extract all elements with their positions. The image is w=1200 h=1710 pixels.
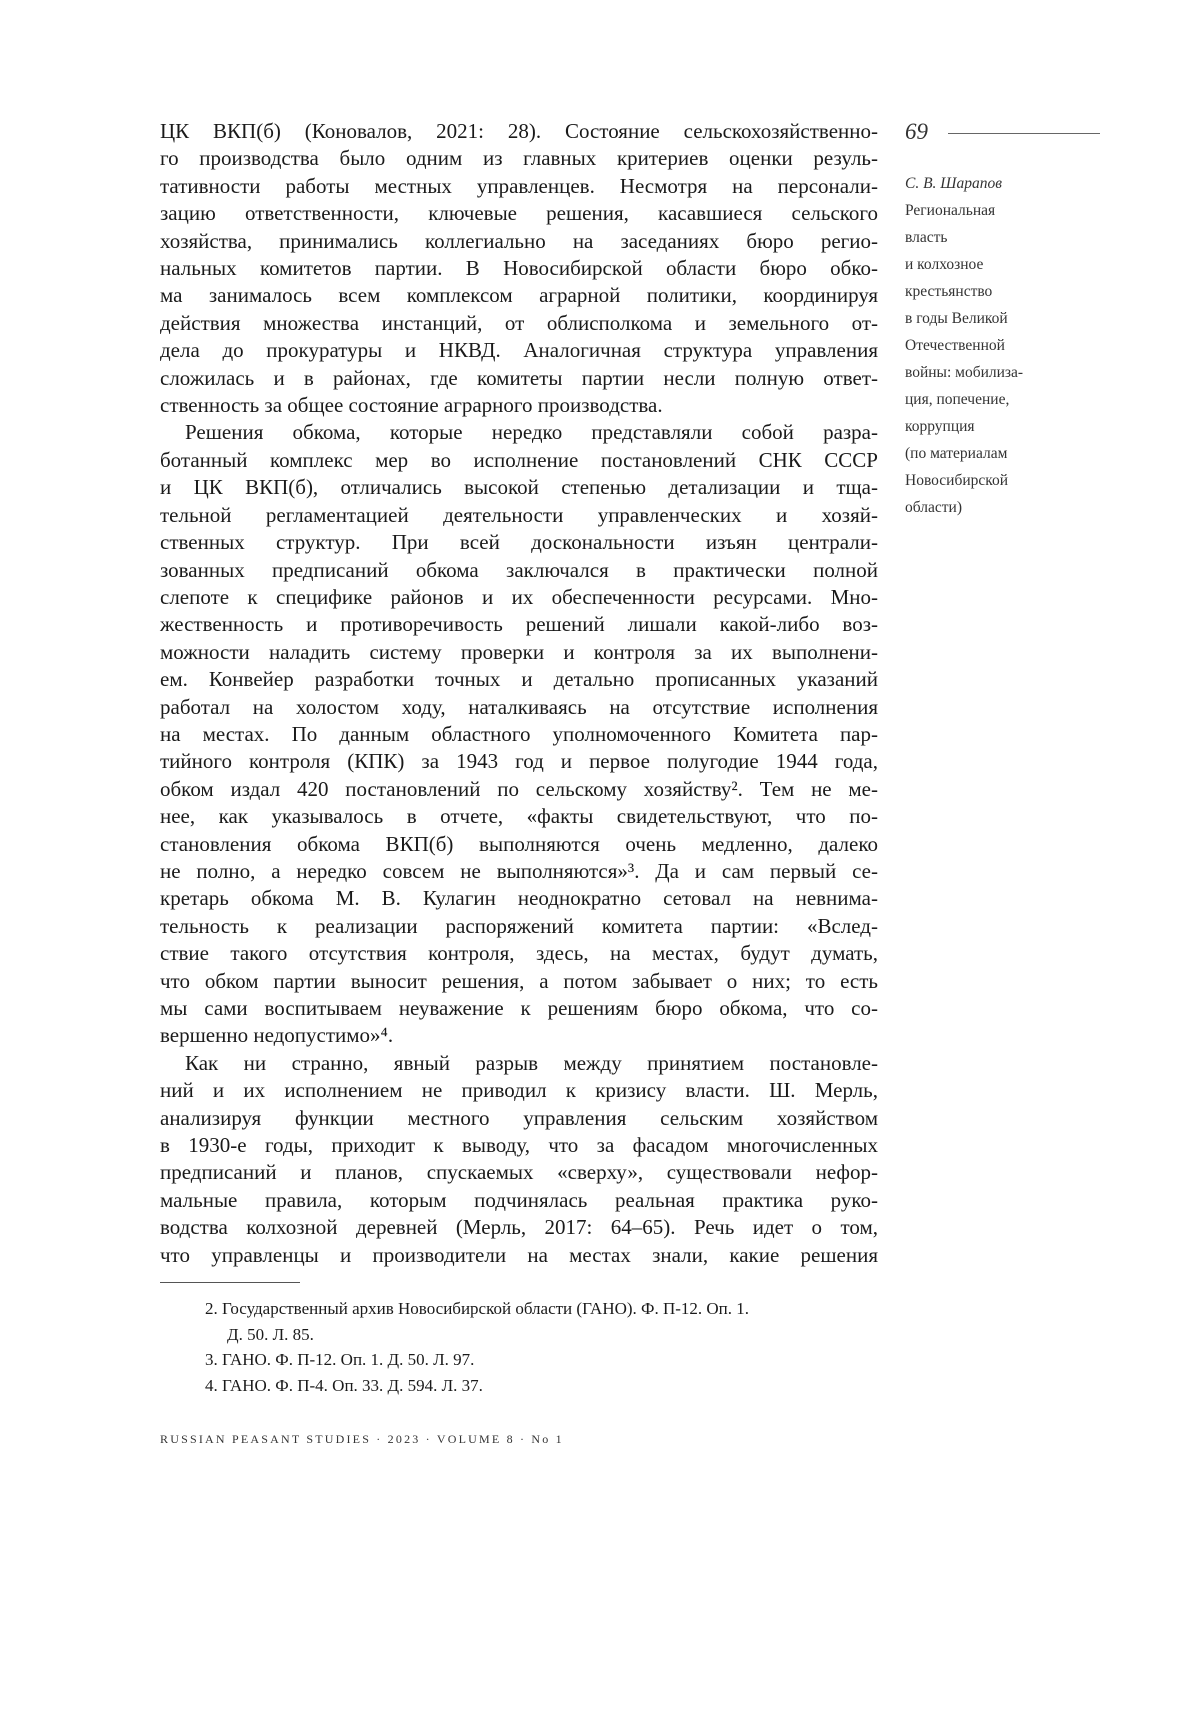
text-line: ний и их исполнением не приводил к кризису власти. Ш. Мерль,: [160, 1077, 878, 1104]
text-line: можности наладить систему проверки и контроля за их выполнени-: [160, 639, 878, 666]
text-line: мы сами воспитываем неуважение к решениям бюро обкома, что со-: [160, 995, 878, 1022]
text-line: что обком партии выносит решения, а потом забывает о них; то есть: [160, 968, 878, 995]
running-title-line: крестьянство: [905, 278, 1105, 305]
text-line: работал на холостом ходу, наталкиваясь на отсутствие исполнения: [160, 694, 878, 721]
paragraph: [160, 118, 878, 419]
footnote-line: Д. 50. Л. 85.: [205, 1322, 885, 1348]
running-sidebar: [905, 118, 1105, 521]
paragraph: [160, 419, 878, 1049]
text-line: Решения обкома, которые нередко представляли собой разра-: [160, 419, 878, 446]
page-number: 69: [905, 118, 928, 145]
paragraph: [160, 1050, 878, 1269]
text-line: Как ни странно, явный разрыв между принятием постановле-: [160, 1050, 878, 1077]
text-line: ЦК ВКП(б) (Коновалов, 2021: 28). Состояние сельскохозяйственно-: [160, 118, 878, 145]
text-line: в 1930-е годы, приходит к выводу, что за фасадом многочисленных: [160, 1132, 878, 1159]
text-line: на местах. По данным областного уполномоченного Комитета пар-: [160, 721, 878, 748]
text-line: сложилась и в районах, где комитеты партии несли полную ответ-: [160, 365, 878, 392]
text-line: зацию ответственности, ключевые решения, касавшиеся сельского: [160, 200, 878, 227]
footnote: [205, 1296, 885, 1347]
running-title-line: (по материалам: [905, 440, 1105, 467]
main-text: [160, 118, 878, 1269]
text-line: анализируя функции местного управления сельским хозяйством: [160, 1105, 878, 1132]
footnote-line: 4. ГАНО. Ф. П-4. Оп. 33. Д. 594. Л. 37.: [205, 1373, 885, 1399]
text-line: жественность и противоречивость решений лишали какой-либо воз-: [160, 611, 878, 638]
text-line: слепоте к специфике районов и их обеспеченности ресурсами. Мно-: [160, 584, 878, 611]
footnote-line: 2. Государственный архив Новосибирской области (ГАНО). Ф. П-12. Оп. 1.: [205, 1296, 885, 1322]
text-line: действия множества инстанций, от облисполкома и земельного от-: [160, 310, 878, 337]
text-line: хозяйства, принимались коллегиально на заседаниях бюро регио-: [160, 228, 878, 255]
running-title: [905, 197, 1105, 521]
text-line: тийного контроля (КПК) за 1943 год и первое полугодие 1944 года,: [160, 748, 878, 775]
text-line: го производства было одним из главных критериев оценки резуль-: [160, 145, 878, 172]
text-line: нее, как указывалось в отчете, «факты свидетельствуют, что по-: [160, 803, 878, 830]
text-line: тельность к реализации распоряжений комитета партии: «Вслед-: [160, 913, 878, 940]
running-title-line: ция, попечение,: [905, 386, 1105, 413]
text-line: нальных комитетов партии. В Новосибирской области бюро обко-: [160, 255, 878, 282]
text-line: зованных предписаний обкома заключался в практически полной: [160, 557, 878, 584]
text-line: вершенно недопустимо»⁴.: [160, 1022, 878, 1049]
running-title-line: войны: мобилиза-: [905, 359, 1105, 386]
page-number-rule: [948, 133, 1100, 134]
running-title-line: области): [905, 494, 1105, 521]
text-line: водства колхозной деревней (Мерль, 2017: 64–65). Речь идет о том,: [160, 1214, 878, 1241]
text-line: не полно, а нередко совсем не выполняются»³. Да и сам первый се-: [160, 858, 878, 885]
text-line: ствие такого отсутствия контроля, здесь, на местах, будут думать,: [160, 940, 878, 967]
running-title-line: Новосибирской: [905, 467, 1105, 494]
text-line: становления обкома ВКП(б) выполняются очень медленно, далеко: [160, 831, 878, 858]
running-title-line: и колхозное: [905, 251, 1105, 278]
text-line: ботанный комплекс мер во исполнение постановлений СНК СССР: [160, 447, 878, 474]
footnote: [205, 1373, 885, 1399]
text-line: кретарь обкома М. В. Кулагин неоднократно сетовал на невнима-: [160, 885, 878, 912]
text-line: ем. Конвейер разработки точных и детально прописанных указаний: [160, 666, 878, 693]
running-title-line: Региональная: [905, 197, 1105, 224]
text-line: и ЦК ВКП(б), отличались высокой степенью детализации и тща-: [160, 474, 878, 501]
text-line: предписаний и планов, спускаемых «сверху», существовали нефор-: [160, 1159, 878, 1186]
footnotes: [205, 1296, 885, 1398]
footnote: [205, 1347, 885, 1373]
running-title-line: власть: [905, 224, 1105, 251]
footnote-divider: [160, 1282, 300, 1283]
footnote-line: 3. ГАНО. Ф. П-12. Оп. 1. Д. 50. Л. 97.: [205, 1347, 885, 1373]
running-title-line: в годы Великой: [905, 305, 1105, 332]
text-line: ственных структур. При всей доскональности изъян централи-: [160, 529, 878, 556]
text-line: мальные правила, которым подчинялась реальная практика руко-: [160, 1187, 878, 1214]
text-line: ственность за общее состояние аграрного производства.: [160, 392, 878, 419]
text-line: ма занималось всем комплексом аграрной политики, координируя: [160, 282, 878, 309]
text-line: дела до прокуратуры и НКВД. Аналогичная структура управления: [160, 337, 878, 364]
running-title-line: коррупция: [905, 413, 1105, 440]
text-line: обком издал 420 постановлений по сельскому хозяйству². Тем не ме-: [160, 776, 878, 803]
text-line: что управленцы и производители на местах знали, какие решения: [160, 1242, 878, 1269]
journal-footer: RUSSIAN PEASANT STUDIES · 2023 · VOLUME 8 · No 1: [160, 1432, 564, 1447]
text-line: тельной регламентацией деятельности управленческих и хозяй-: [160, 502, 878, 529]
text-line: тативности работы местных управленцев. Несмотря на персонали-: [160, 173, 878, 200]
running-title-line: Отечественной: [905, 332, 1105, 359]
running-author: С. В. Шарапов: [905, 170, 1105, 197]
